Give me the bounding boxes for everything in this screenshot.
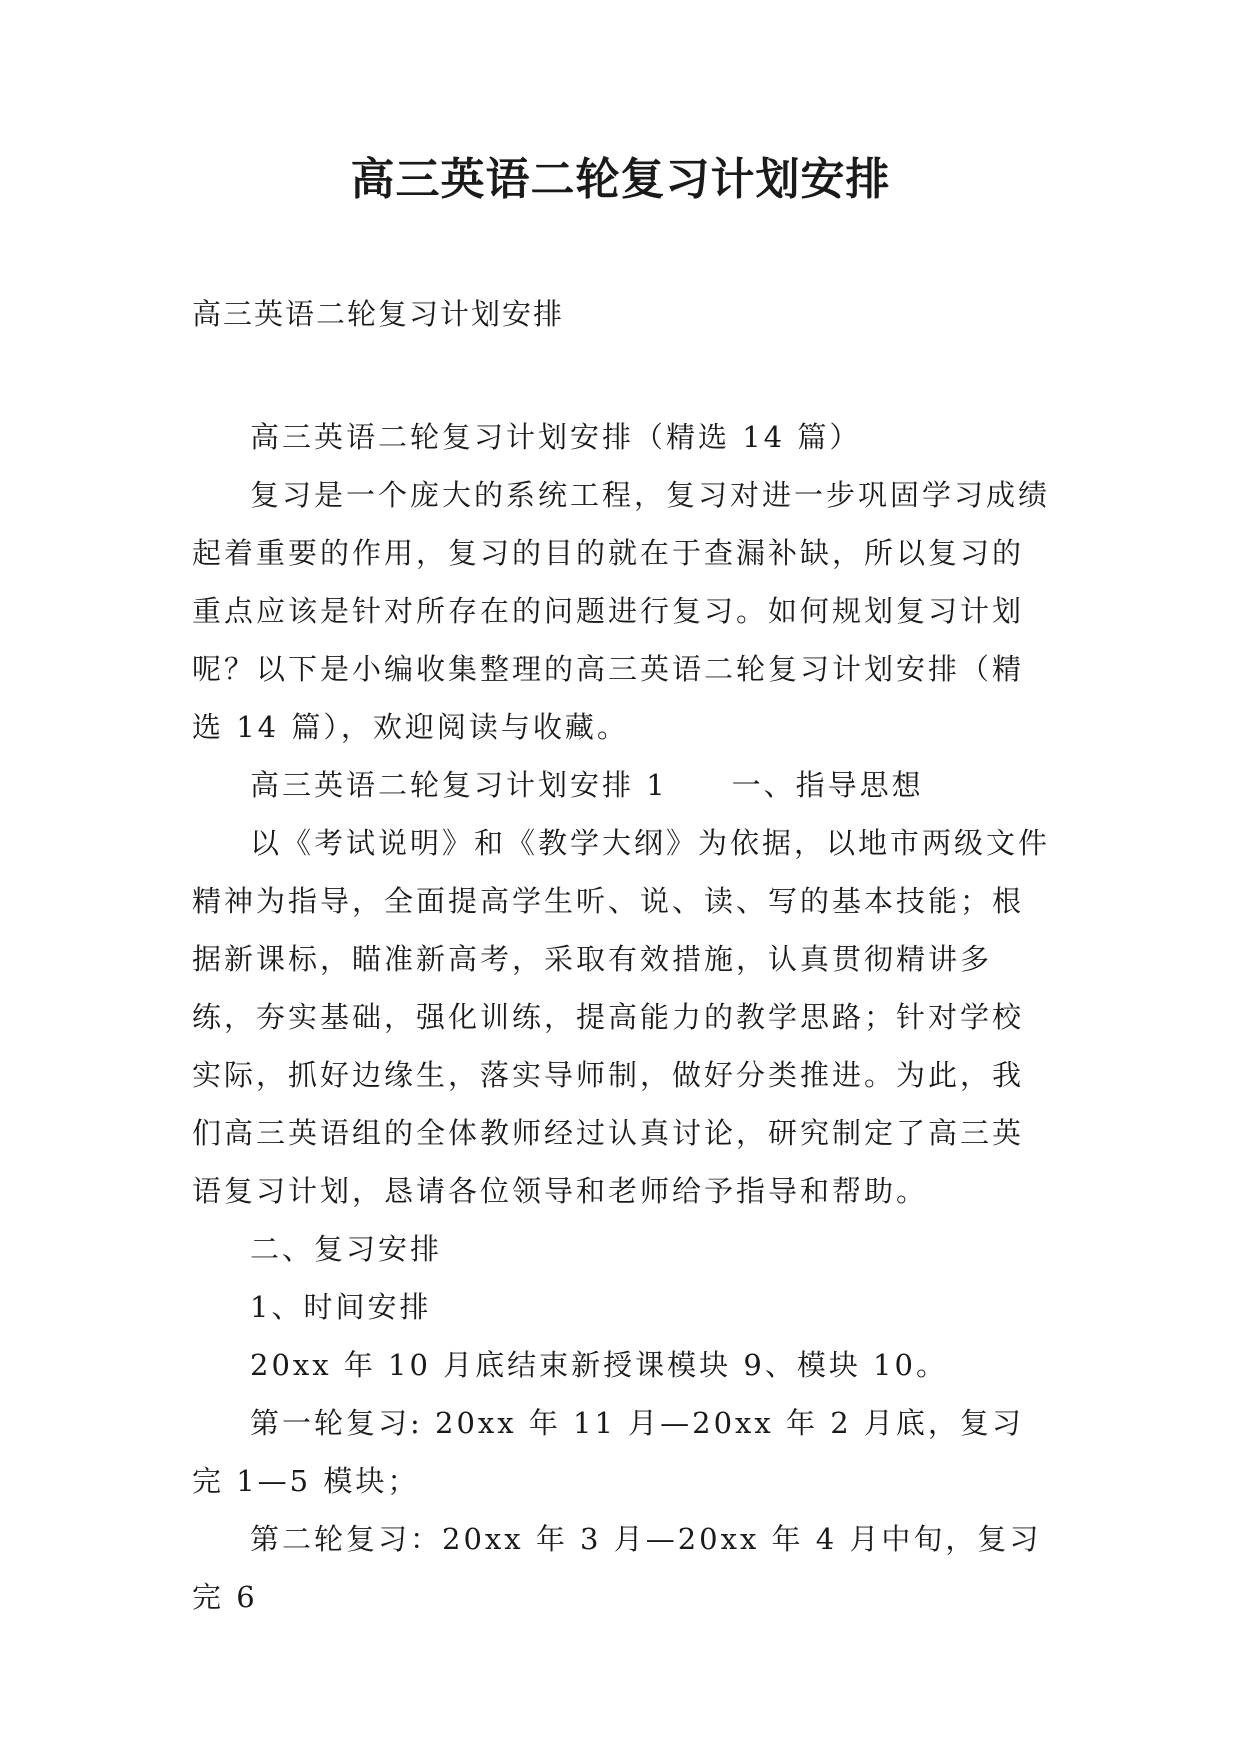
paragraph: 二、复习安排 [250,1232,443,1266]
paragraph: 1、时间安排 [250,1290,432,1324]
document-subtitle: 高三英语二轮复习计划安排 [192,297,565,331]
paragraph: 复习是一个庞大的系统工程，复习对进一步巩固学习成绩起着重要的作用，复习的目的就在于查漏补缺，所以复习的重点应该是针对所存在的问题进行复习。如何规划复习计划呢？以下是小编收集整理的高三英语二轮复习计划安排（精选 14 篇），欢迎阅读与收藏。 [192,478,1051,744]
paragraph: 20xx 年 10 月底结束新授课模块 9、模块 10。 [250,1348,948,1382]
paragraph: 第一轮复习: 20xx 年 11 月—20xx 年 2 月底，复习完 1—5 模块； [192,1406,1024,1498]
paragraph: 以《考试说明》和《教学大纲》为依据，以地市两级文件精神为指导，全面提高学生听、说、读、写的基本技能；根据新课标，瞄准新高考，采取有效措施，认真贯彻精讲多练，夯实基础，强化训练，提高能力的教学思路；针对学校实际，抓好边缘生，落实导师制，做好分类推进。为此，我们高三英语组的全体教师经过认真讨论，研究制定了高三英语复习计划，恳请各位领导和老师给予指导和帮助。 [192,826,1051,1208]
section-heading [192,756,1052,814]
document-body [192,408,1052,1626]
section-heading-right: 一、指导思想 [731,768,924,802]
paragraph: 第二轮复习：20xx 年 3 月—20xx 年 4 月中旬，复习完 6 [192,1522,1042,1614]
document-title: 高三英语二轮复习计划安排 [350,154,891,205]
paragraph: 高三英语二轮复习计划安排（精选 14 篇） [250,420,862,454]
section-heading-left: 高三英语二轮复习计划安排 1 [250,768,668,802]
